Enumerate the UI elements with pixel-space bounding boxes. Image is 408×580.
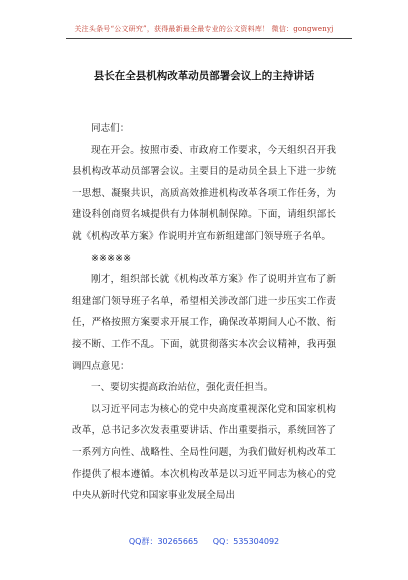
salutation: 同志们： — [91, 123, 130, 134]
section-separator: ※※※※※ — [91, 252, 132, 264]
paragraph-section-1: 以习近平同志为核心的党中央高度重视深化党和国家机构改革，总书记多次发表重要讲话、作出重要指示，系统回答了一系列方向性、战略性、全局性问题，为我们做好机构改革工作提供了根本遵循。本次机构改革是以习近平同志为核心的党中央从新时代党和国家事业发展全局出 — [72, 403, 336, 502]
paragraph-remarks: 刚才，组织部长就《机构改革方案》作了说明并宣布了新组建部门领导班子名单，希望相关涉改部门进一步压实工作责任，严格按照方案要求开展工作，确保改革期间人心不散、衔接不断、工作不乱。下面，就贯彻落实本次会议精神，我再强调四点意见： — [72, 274, 336, 372]
footer-contacts — [0, 536, 408, 547]
paragraph-opening: 现在开会。按照市委、市政府工作要求，今天组织召开我县机构改革动员部署会议。主要目的是动员全县上下进一步统一思想、凝聚共识，高质高效推进机构改革各项工作任务，为建设科创商贸名城提供有力体制机制保障。下面，请组织部长就《机构改革方案》作说明并宣布新组建部门领导班子名单。 — [72, 144, 336, 242]
header-note: 关注头条号“公文研究”，获得最新最全最专业的公文资料库！ 微信：gongwenyj — [74, 25, 334, 33]
footer-qq: QQ：535304092 — [212, 537, 280, 546]
footer-qq-group: QQ群：30265665 — [128, 537, 199, 546]
document-title: 县长在全县机构改革动员部署会议上的主持讲话 — [93, 70, 315, 82]
header-divider — [66, 38, 352, 39]
section-heading-1: 一、要切实提高政治站位，强化责任担当。 — [91, 382, 274, 394]
document-body — [72, 118, 336, 507]
